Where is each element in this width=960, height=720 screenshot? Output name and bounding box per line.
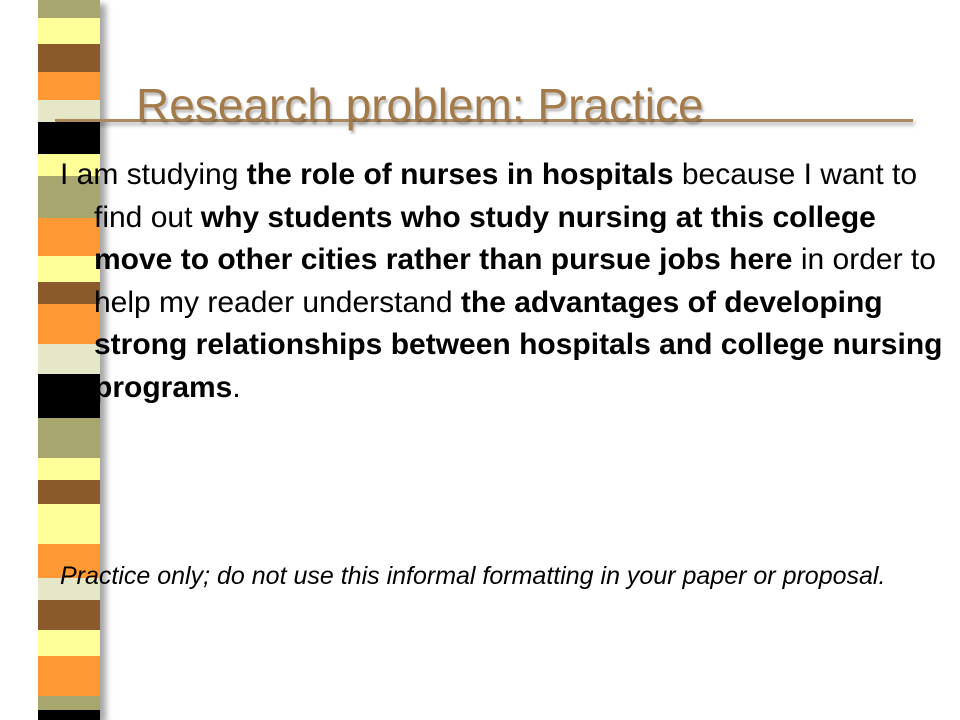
stripe-band — [38, 710, 100, 720]
body-text-4: . — [232, 370, 241, 404]
stripe-band — [38, 656, 100, 696]
body-bold-3: the advantages of developing strong relationships between hospitals and college nursing programs — [94, 285, 943, 404]
stripe-band — [38, 600, 100, 630]
stripe-band — [38, 0, 100, 18]
body-text-1: I am studying — [60, 158, 247, 191]
stripe-band — [38, 44, 100, 72]
body-text-2: because I want to find out — [94, 158, 918, 234]
body-text-3: in order to help my reader understand — [94, 243, 936, 319]
stripe-band — [38, 122, 100, 154]
stripe-band — [38, 630, 100, 656]
stripe-band — [38, 18, 100, 44]
stripe-band — [38, 418, 100, 458]
stripe-band — [38, 458, 100, 480]
body-bold-1: the role of nurses in hospitals — [246, 158, 674, 191]
slide-title: Research problem: Practice — [136, 79, 704, 131]
body-bold-2: why students who study nursing at this college move to other cities rather than pursue jobs here — [94, 200, 876, 276]
slide-body — [60, 154, 954, 409]
practice-note: Practice only; do not use this informal formatting in your paper or proposal. — [60, 562, 886, 590]
stripe-band — [38, 72, 100, 100]
stripe-band — [38, 504, 100, 544]
stripe-band — [38, 480, 100, 504]
stripe-band — [38, 696, 100, 710]
